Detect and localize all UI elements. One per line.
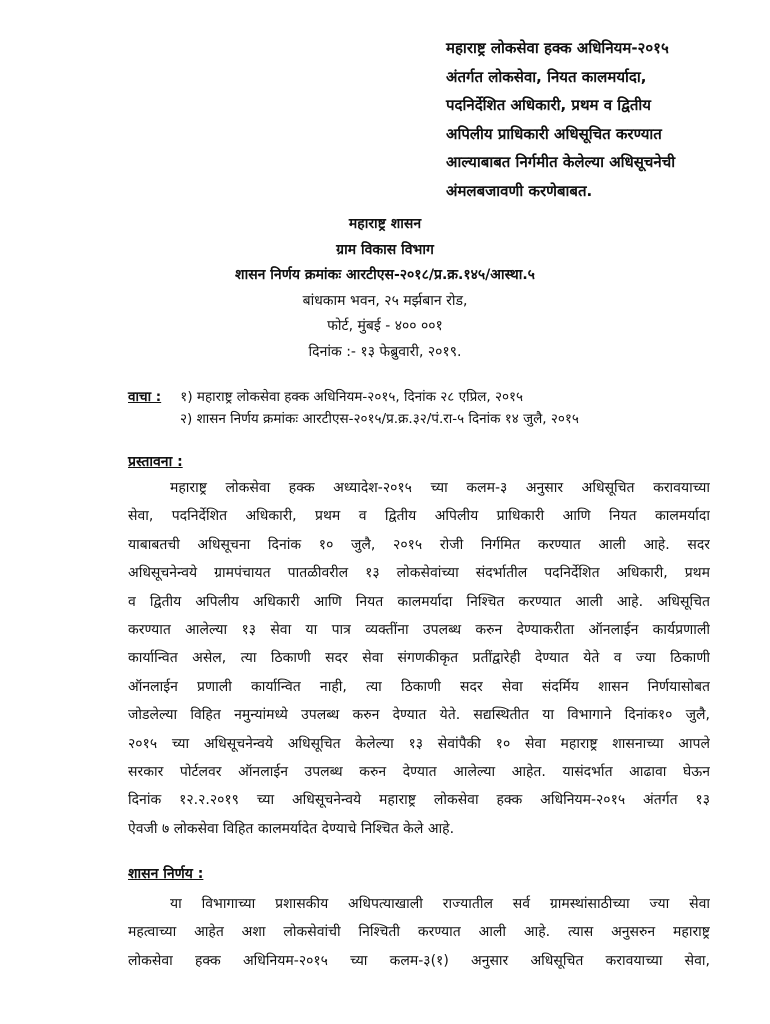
subject-line: आल्याबाबत निर्गमीत केलेल्या अधिसूचनेची [446,153,676,171]
paragraph-line: जोडलेल्या विहित नमुन्यांमध्ये उपलब्ध करुन देण्यात येते. सद्यस्थितीत या विभागाने दिनांक१० जुलै, [128,707,710,724]
department-name: ग्राम विकास विभाग [336,241,434,258]
references-block [128,386,748,430]
subject-line: पदनिर्देशित अधिकारी, प्रथम व द्वितीय [446,96,651,114]
reference-item: २) शासन निर्णय क्रमांकः आरटीएस-२०१५/प्र.क्र.३२/पं.रा-५ दिनांक १४ जुलै, २०१५ [180,411,579,427]
decision-title: शासन निर्णय : [128,866,204,882]
subject-line: अंतर्गत लोकसेवा, नियत कालमर्यादा, [446,67,647,86]
subject-line: महाराष्ट्र लोकसेवा हक्क अधिनियम-२०१५ [446,39,669,57]
paragraph-line: अधिसूचनेन्वये ग्रामपंचायत पातळीवरील १३ लोकसेवांच्या संदर्भातील पदनिर्देशित अधिकारी, प्रथम [128,565,710,582]
preamble-title: प्रस्तावना : [128,454,183,470]
decision-paragraph [128,890,710,975]
preamble-paragraph [128,474,710,843]
subject-block [446,34,756,205]
paragraph-line: करण्यात आलेल्या १३ सेवा या पात्र व्यक्तींना उपलब्ध करुन देण्याकरीता ऑनलाईन कार्यप्रणाली [128,622,710,639]
paragraph-line: सेवा, पदनिर्देशित अधिकारी, प्रथम व द्वितीय अपिलीय प्राधिकारी आणि नियत कालमर्यादा [128,508,710,525]
paragraph-line: २०१५ च्या अधिसूचनेन्वये अधिसूचित केलेल्या १३ सेवांपैकी १० सेवा महाराष्ट्र शासनाच्या आपले [128,735,710,752]
document-date: दिनांक :- १३ फेब्रुवारी, २०१९. [308,343,462,360]
reference-row [128,408,748,430]
reference-item: १) महाराष्ट्र लोकसेवा हक्क अधिनियम-२०१५, दिनांक २८ एप्रिल, २०१५ [180,389,524,405]
document-header [0,212,770,365]
paragraph-line: या विभागाच्या प्रशासकीय अधिपत्याखाली राज्यातील सर्व ग्रामस्थांसाठीच्या ज्या सेवा [170,896,710,912]
references-label: वाचा : [128,389,162,405]
paragraph-line: महाराष्ट्र लोकसेवा हक्क अध्यादेश-२०१५ च्या कलम-३ अनुसार अधिसूचित करावयाच्या [170,480,710,496]
paragraph-line: लोकसेवा हक्क अधिनियम-२०१५ च्या कलम-३(१) अनुसार अधिसूचित करावयाच्या सेवा, [128,952,710,969]
address-line-1: बांधकाम भवन, २५ मर्झबान रोड, [302,292,468,309]
paragraph-line: सरकार पोर्टलवर ऑनलाईन उपलब्ध करुन देण्यात आलेल्या आहेत. यासंदर्भात आढावा घेऊन [128,764,710,781]
paragraph-line: ऐवजी ७ लोकसेवा विहित कालमर्यादेत देण्याचे निश्चित केले आहे. [128,820,455,837]
paragraph-line: दिनांक १२.२.२०१९ च्या अधिसूचनेन्वये महाराष्ट्र लोकसेवा हक्क अधिनियम-२०१५ अंतर्गत १३ [128,792,710,809]
government-name: महाराष्ट्र शासन [348,216,422,232]
address-line-2: फोर्ट, मुंबई - ४०० ००१ [327,318,443,334]
reference-row [128,386,748,408]
subject-line: अंमलबजावणी करणेबाबत. [446,181,593,200]
paragraph-line: कार्यान्वित असेल, त्या ठिकाणी सदर सेवा संगणकीकृत प्रतींद्वारेही देण्यात येते व ज्या ठिकाणी [128,650,710,667]
paragraph-line: व द्वितीय अपिलीय अधिकारी आणि नियत कालमर्यादा निश्चित करण्यात आली आहे. अधिसूचित [128,593,710,610]
subject-line: अपिलीय प्राधिकारी अधिसूचित करण्यात [446,124,662,143]
paragraph-line: याबाबतची अधिसूचना दिनांक १० जुलै, २०१५ रोजी निर्गमित करण्यात आली आहे. सदर [128,536,710,553]
paragraph-line: ऑनलाईन प्रणाली कार्यान्वित नाही, त्या ठिकाणी सदर सेवा संदर्मिय शासन निर्णयासोबत [128,678,710,695]
gr-number: शासन निर्णय क्रमांकः आरटीएस-२०१८/प्र.क्र.१४५/आस्था.५ [235,267,535,283]
paragraph-line: महत्वाच्या आहेत अशा लोकसेवांची निश्चिती करण्यात आली आहे. त्यास अनुसरुन महाराष्ट्र [128,924,710,941]
